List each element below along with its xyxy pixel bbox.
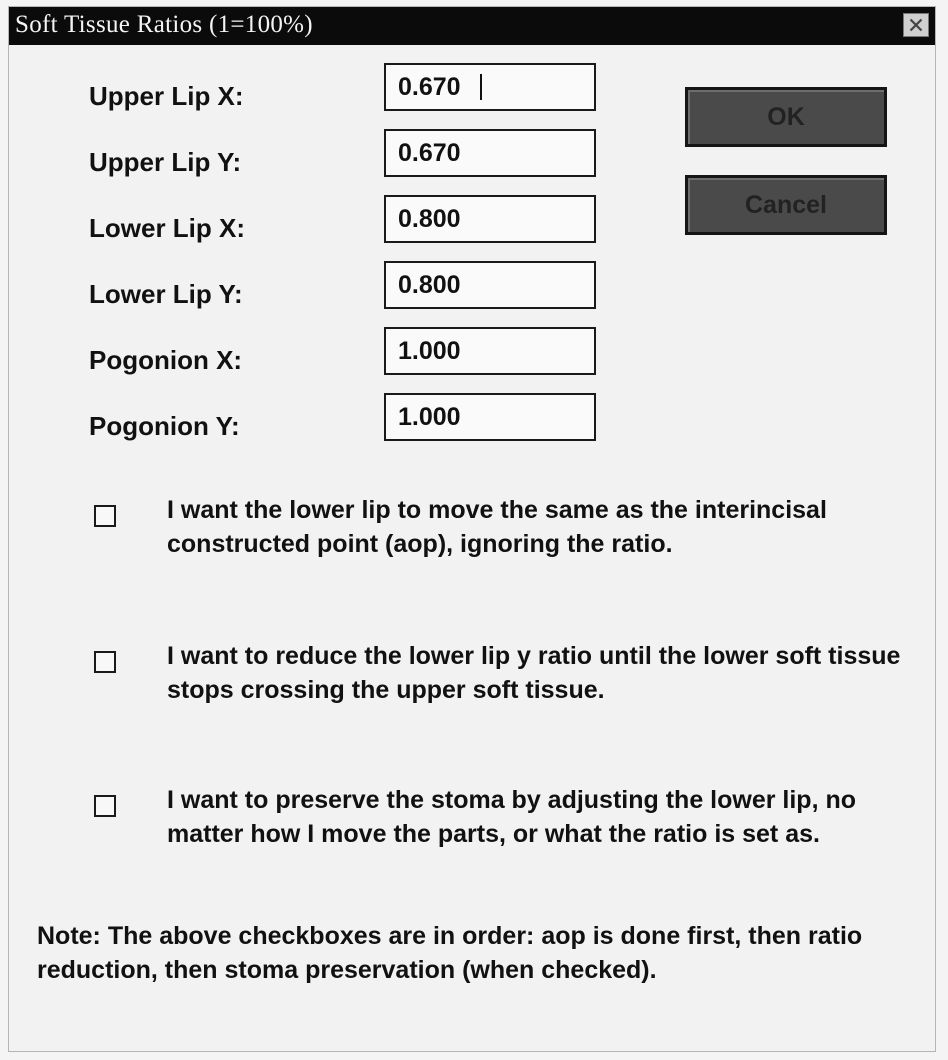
aop-checkbox-label: I want the lower lip to move the same as the interincisal constructed point (aop), ignoring the ratio.	[167, 496, 827, 558]
cancel-button[interactable]: Cancel	[685, 175, 887, 235]
lower-lip-x-label: Lower Lip X:	[89, 213, 245, 243]
pogonion-x-label: Pogonion X:	[89, 345, 243, 375]
upper-lip-y-input[interactable]	[384, 129, 596, 177]
text-caret	[480, 74, 482, 100]
upper-lip-x-label: Upper Lip X:	[89, 81, 244, 111]
title-bar[interactable]	[9, 7, 935, 45]
close-button[interactable]	[903, 13, 929, 37]
stoma-preservation-checkbox[interactable]	[94, 795, 116, 817]
pogonion-y-label: Pogonion Y:	[89, 411, 240, 441]
ratio-reduction-checkbox-label: I want to reduce the lower lip y ratio until the lower soft tissue stops crossing the upper soft tissue.	[167, 642, 901, 704]
pogonion-y-input[interactable]	[384, 393, 596, 441]
dialog-title: Soft Tissue Ratios (1=100%)	[15, 11, 313, 38]
lower-lip-y-label: Lower Lip Y:	[89, 279, 243, 309]
note-text: Note: The above checkboxes are in order: aop is done first, then ratio reduction, then stoma preservation (when checked).	[37, 922, 863, 984]
pogonion-x-input[interactable]	[384, 327, 596, 375]
upper-lip-y-label: Upper Lip Y:	[89, 147, 242, 177]
ok-button[interactable]: OK	[685, 87, 887, 147]
upper-lip-x-input[interactable]	[384, 63, 596, 111]
aop-checkbox[interactable]	[94, 505, 116, 527]
ratio-reduction-checkbox[interactable]	[94, 651, 116, 673]
close-icon	[904, 14, 928, 36]
lower-lip-x-input[interactable]	[384, 195, 596, 243]
stoma-preservation-checkbox-label: I want to preserve the stoma by adjusting the lower lip, no matter how I move the parts, or what the ratio is set as.	[167, 786, 857, 848]
lower-lip-y-input[interactable]	[384, 261, 596, 309]
soft-tissue-ratios-dialog	[8, 6, 936, 1052]
